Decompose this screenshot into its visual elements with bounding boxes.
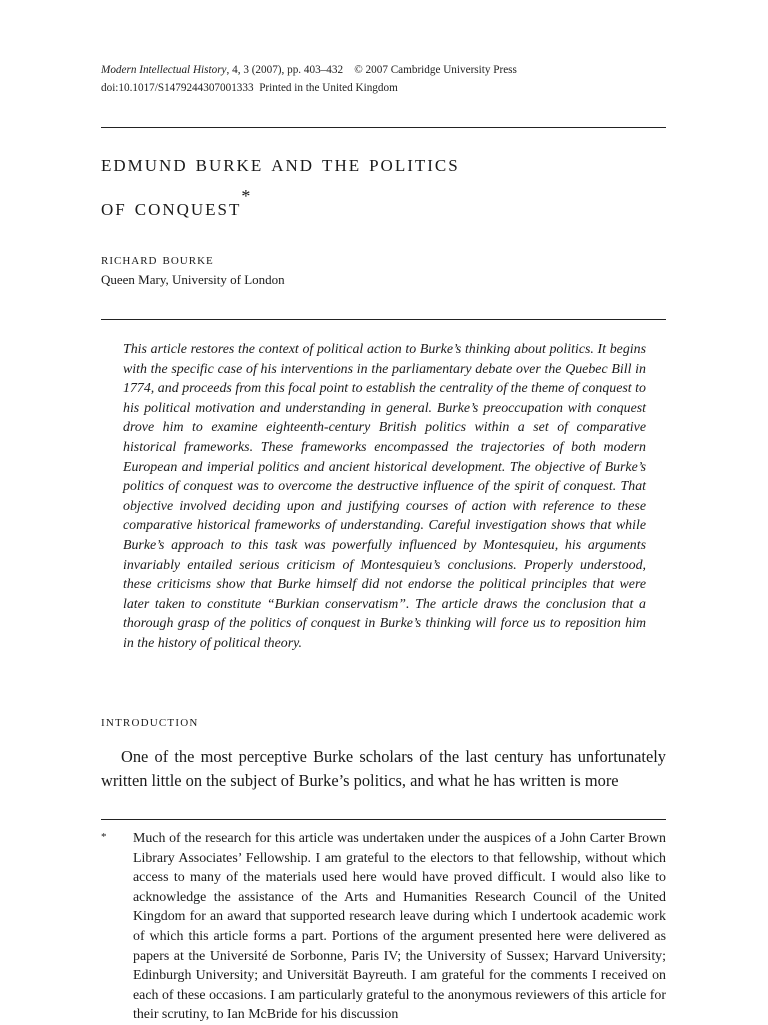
title-footnote-mark: * [241, 186, 253, 206]
header-divider [101, 127, 666, 128]
doi-line [101, 79, 517, 97]
doi: doi:10.1017/S1479244307001333 [101, 82, 254, 94]
copyright-notice: © 2007 Cambridge University Press [354, 64, 517, 76]
author-affiliation: Queen Mary, University of London [101, 272, 285, 287]
abstract: This article restores the context of political action to Burke’s thinking about politics. It begins with the specific case of his interventions in the parliamentary debate over the Quebec Bill in 1774, and proceeds from this focal point to establish the centrality of the theme of conquest to his political motivation and understanding in general. Burke’s preoccupation with conquest drove him to examine eighteenth-century British politics within a set of comparative historical frameworks. These frameworks encompassed the trajectories of both modern European and imperial politics and ancient historical development. The objective of Burke’s politics of conquest was to overcome the destructive influence of the spirit of conquest. That objective involved deciding upon and justifying courses of action with reference to these comparative historical frameworks of understanding. Careful investigation shows that while Burke’s approach to this task was powerfully influenced by Montesquieu, his arguments invariably entailed serious criticism of Montesquieu’s conclusions. Properly understood, these criticisms show that Burke himself did not endorse the political principles that were later taken to constitute “Burkian conservatism”. The article draws the conclusion that a thorough grasp of the politics of conquest in Burke’s thinking will force us to reposition him in the history of political theory. [123, 342, 646, 651]
section-heading: introduction [101, 713, 199, 730]
journal-name: Modern Intellectual History [101, 64, 227, 76]
footnote-divider [101, 819, 666, 820]
title-line-2 [101, 182, 666, 226]
footnote-mark: * [101, 831, 107, 843]
title-line-2-text: of conquest [101, 195, 242, 221]
printed-note: Printed in the United Kingdom [259, 82, 398, 94]
title-line-1: edmund burke and the politics [101, 151, 460, 177]
body-paragraph: One of the most perceptive Burke scholars of the last century has unfortunately written little on the subject of Burke’s politics, and what he has written is more [101, 747, 666, 790]
article-title [101, 146, 666, 226]
footnote-text: Much of the research for this article was undertaken under the auspices of a John Carter Brown Library Associates’ Fellowship. I am grateful to the electors to that fellowship, without which access to many of the materials used here would have proved difficult. I would also like to acknowledge the assistance of the Arts and Humanities Research Council of the United Kingdom for an award that supported research leave during which I undertook academic work of which this article forms a part. Portions of the argument presented here were delivered as papers at the Université de Sorbonne, Paris IV; the University of Sussex; Harvard University; Edinburgh University; and Universität Bayreuth. I am grateful for the comments I received on each of these occasions. I am particularly grateful to the anonymous reviewers of this article for their scrutiny, to Ian McBride for his discussion [133, 831, 666, 1023]
author-name: richard bourke [101, 251, 214, 268]
volume-pages: , 4, 3 (2007), pp. 403–432 [226, 64, 344, 76]
journal-header [101, 61, 517, 97]
abstract-divider [101, 319, 666, 320]
citation-line [101, 61, 517, 79]
